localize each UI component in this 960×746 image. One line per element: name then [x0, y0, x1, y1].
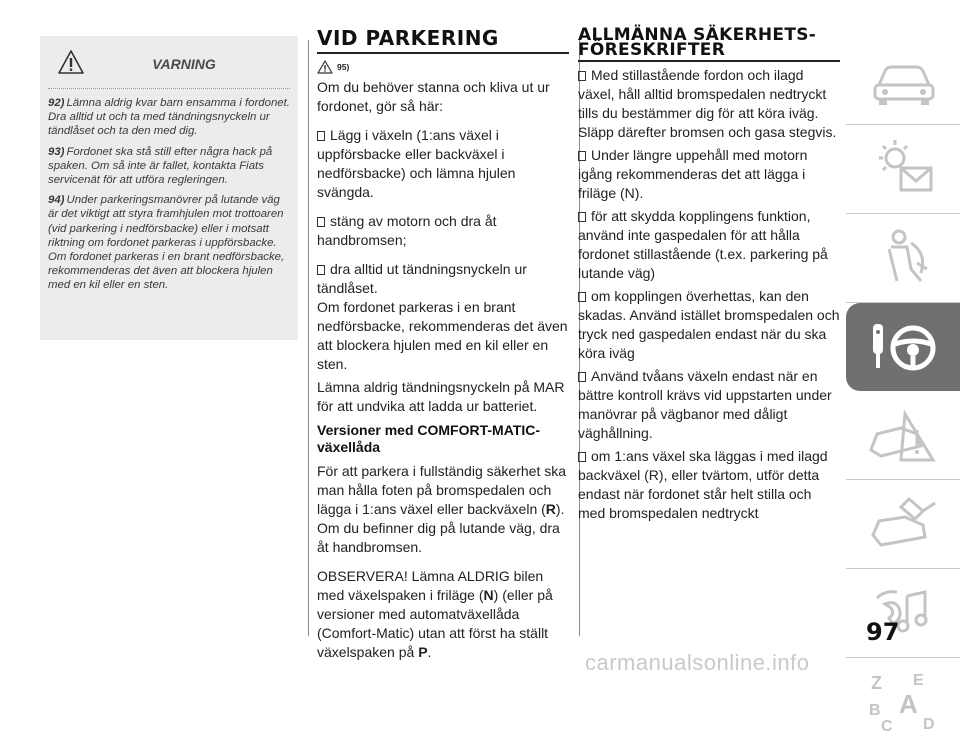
column-separator	[308, 40, 309, 636]
tab-car-overview[interactable]	[846, 36, 960, 125]
chapter-sidebar	[846, 36, 960, 746]
warning-item	[48, 193, 292, 292]
watermark: carmanualsonline.info	[585, 650, 810, 675]
bullet-text: om kopplingen överhettas, kan den skadas. Använd istället bromspedalen och tryck ned gaspedalen endast när du ska köra iväg	[578, 288, 840, 361]
gear-letter: P	[418, 644, 428, 660]
warning-item	[48, 145, 292, 188]
index-letter: E	[913, 672, 924, 689]
warning-reference	[317, 60, 569, 74]
checkbox-bullet-icon	[578, 71, 586, 81]
checkbox-bullet-icon	[317, 265, 325, 275]
index-letter: C	[881, 718, 893, 735]
warning-item-number: 93)	[48, 145, 65, 158]
gear-letter: N	[483, 587, 494, 603]
heading-rule	[317, 52, 569, 54]
warning-item-number: 94)	[48, 194, 65, 207]
warning-header	[40, 36, 298, 88]
bullet-item	[578, 146, 840, 203]
index-letter: Z	[871, 673, 882, 693]
page-number: 97	[866, 618, 900, 646]
bullet-item	[578, 287, 840, 363]
safety-icon	[861, 223, 945, 293]
bullet-text: Lägg i växeln (1:ans växel i uppförsbacke eller backväxel i nedförsbacke) och lämna hjulen svängda.	[317, 127, 516, 200]
checkbox-bullet-icon	[578, 372, 586, 382]
bullet-text: om 1:ans växel ska läggas i med ilagd backväxel (R), eller tvärtom, utför detta endast när fordonet står helt stilla och med bromspedalen nedtryckt	[578, 448, 828, 521]
gear-letter: R	[545, 501, 556, 517]
text: ) (eller på versioner med automatväxellåda (Comfort-Matic) utan att först ha ställt växelspaken på	[317, 587, 553, 660]
tab-emergency[interactable]	[846, 391, 960, 480]
bullet-text: stäng av motorn och dra åt handbromsen;	[317, 213, 497, 248]
paragraph: Om du behöver stanna och kliva ut ur fordonet, gör så här:	[317, 79, 550, 114]
warning-item-text: Under parkeringsmanövrer på lutande väg är det viktigt att styra framhjulen mot trottoaren (vid parkering i nedförsbacke) eller i motsatt riktning om fordonet parkeras i uppförsbacke. Om fordonet parkeras i en brant nedförsbacke, rekommenderas det även att blockera hjulen med en kil eller en sten.	[48, 194, 285, 292]
bullet-text: för att skydda kopplingens funktion, använd inte gaspedalen för att hålla fordonet stillastående (t.ex. parkering på lutande väg)	[578, 208, 828, 281]
checkbox-bullet-icon	[317, 131, 325, 141]
tab-multimedia[interactable]	[846, 569, 960, 658]
warning-lights-icon	[861, 134, 945, 204]
bullet-item	[317, 126, 569, 202]
bullet-text: Med stillastående fordon och ilagd växel, håll alltid bromspedalen nedtryckt tills du bestämmer dig för att köra iväg. Släpp därefter bromsen och gasa stegvis.	[578, 67, 837, 140]
bullet-text: dra alltid ut tändningsnyckeln ur tändlåset.	[317, 261, 527, 296]
bullet-item	[578, 367, 840, 443]
parking-section	[317, 28, 569, 666]
bullet-item	[578, 447, 840, 523]
maintenance-icon	[861, 489, 945, 559]
text: OBSERVERA! Lämna ALDRIG bilen med växelspaken i friläge (	[317, 568, 544, 603]
bullet-item	[317, 260, 569, 298]
checkbox-bullet-icon	[578, 452, 586, 462]
section-heading: ALLMÄNNA SÄKERHETS-FÖRESKRIFTER	[578, 25, 817, 60]
checkbox-bullet-icon	[578, 212, 586, 222]
checkbox-bullet-icon	[317, 217, 325, 227]
paragraph	[317, 462, 569, 557]
tab-warning-lights[interactable]	[846, 125, 960, 214]
paragraph: Om fordonet parkeras i en brant nedförsbacke, rekommenderas det även att blockera hjulen med en kil eller en sten.	[317, 299, 568, 372]
warning-item-number: 92)	[48, 97, 65, 109]
index-letter: A	[899, 689, 918, 719]
reference-number: 95)	[337, 62, 350, 72]
bullet-item	[578, 207, 840, 283]
tab-starting-driving[interactable]	[846, 303, 960, 391]
bullet-item	[317, 212, 569, 250]
tab-maintenance[interactable]	[846, 480, 960, 569]
section-heading: VID PARKERING	[317, 26, 499, 50]
text: ). Om du befinner dig på lutande väg, dra åt handbromsen.	[317, 501, 565, 555]
bullet-text: Använd tvåans växeln endast när en bättre kontroll krävs vid uppstarten under manövrar på vägbanor med dåligt väghållning.	[578, 368, 832, 441]
text: För att parkera i fullständig säkerhet ska man hålla foten på bromspedalen och lägga i 1:ans växel eller backväxeln (	[317, 463, 567, 517]
paragraph: Lämna aldrig tändningsnyckeln på MAR för att undvika att ladda ur batteriet.	[317, 379, 565, 414]
heading-rule	[578, 60, 840, 62]
text: .	[427, 644, 432, 660]
warning-title: VARNING	[152, 56, 216, 72]
subheading: Versioner med COMFORT-MATIC-växellåda	[317, 422, 540, 455]
warning-divider	[48, 88, 290, 89]
checkbox-bullet-icon	[578, 151, 586, 161]
bullet-text: Under längre uppehåll med motorn igång rekommenderas det att lägga i friläge (N).	[578, 147, 808, 201]
safety-section	[578, 25, 840, 527]
tab-index[interactable]	[846, 658, 960, 746]
warning-list	[48, 96, 292, 299]
warning-triangle-icon	[317, 60, 333, 74]
paragraph	[317, 567, 569, 662]
checkbox-bullet-icon	[578, 292, 586, 302]
car-overview-icon	[861, 45, 945, 115]
tab-safety[interactable]	[846, 214, 960, 303]
index-letter: B	[869, 702, 881, 719]
starting-driving-icon	[861, 312, 945, 382]
index-letter: D	[923, 716, 935, 733]
bullet-item	[578, 66, 840, 142]
warning-item-text: Lämna aldrig kvar barn ensamma i fordonet. Dra alltid ut och ta med tändningsnyckeln ur tändlåset och ta den med dig.	[48, 97, 290, 138]
emergency-icon	[861, 400, 945, 470]
warning-box	[40, 36, 298, 340]
warning-item-text: Fordonet ska stå still efter några hack på spaken. Om så inte är fallet, kontakta Fiats servicenät för att utföra regleringen.	[48, 145, 273, 187]
warning-item	[48, 96, 292, 139]
